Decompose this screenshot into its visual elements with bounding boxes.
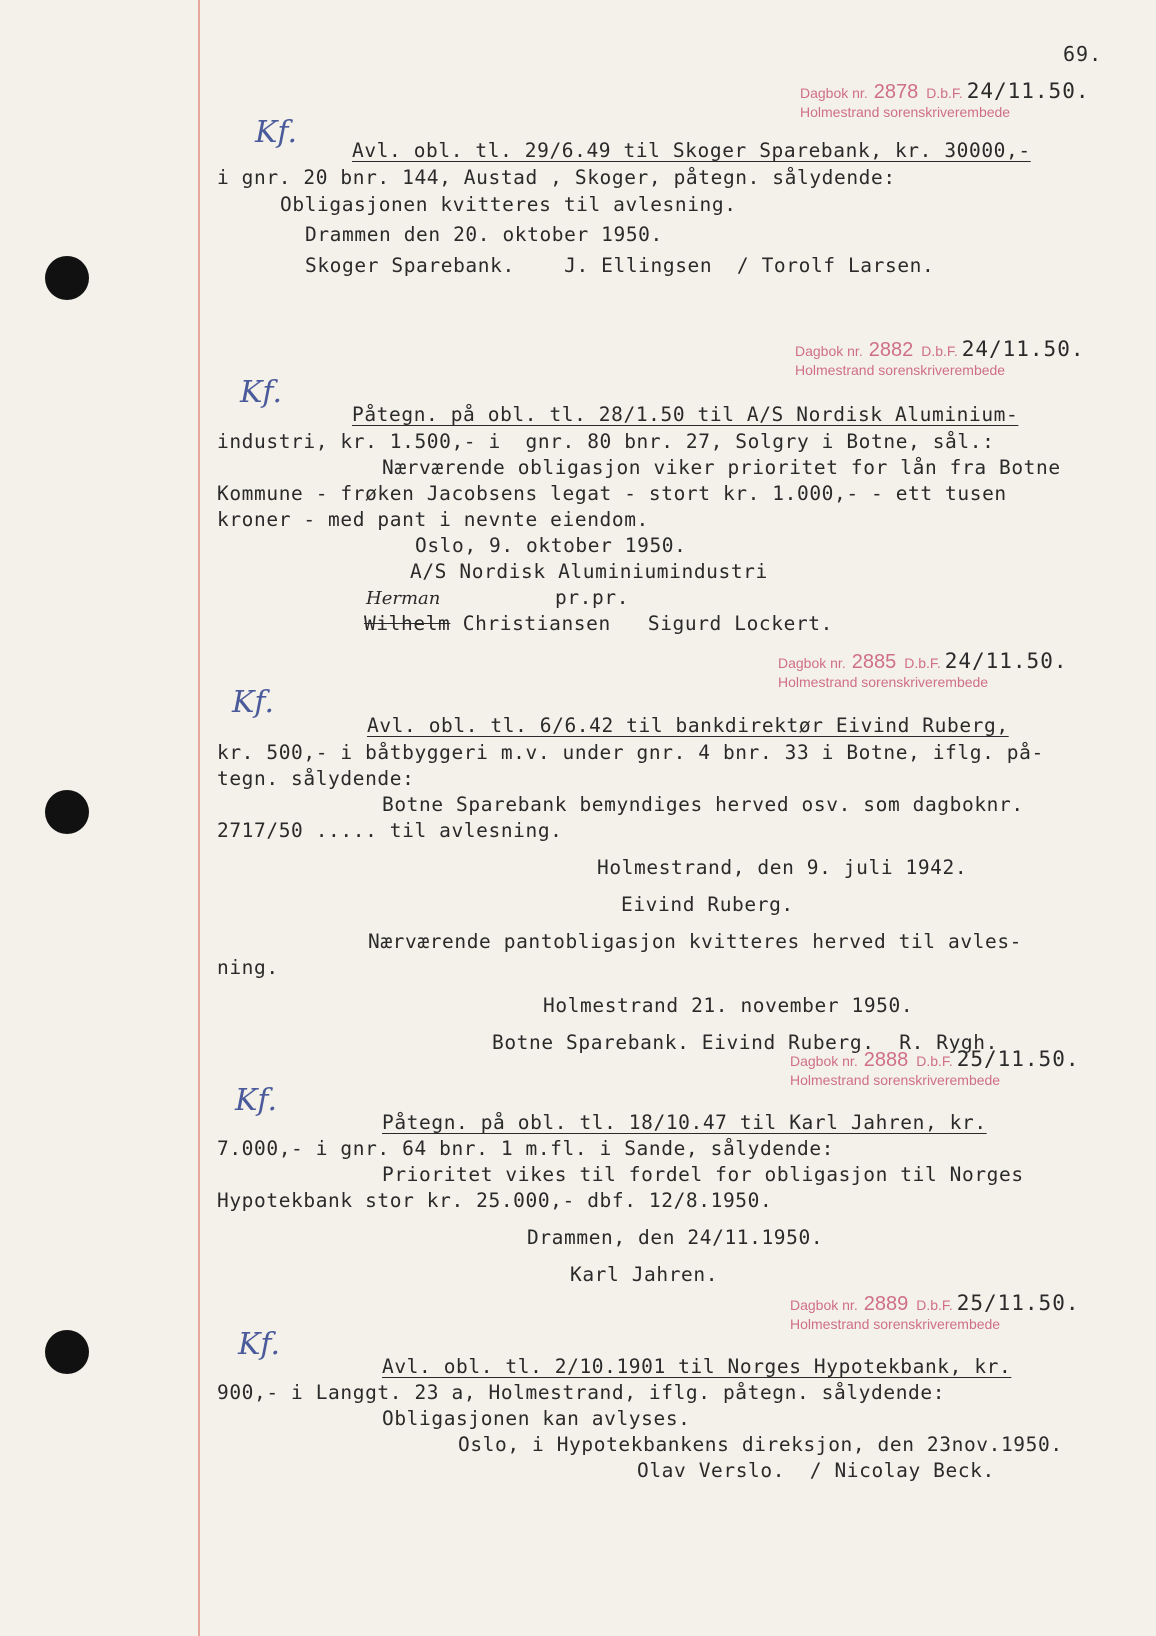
entry-line: pr.pr. — [555, 586, 630, 609]
entry-line: A/S Nordisk Aluminiumindustri — [410, 560, 768, 583]
handwritten-correction: Herman — [366, 588, 441, 609]
entry-heading: Avl. obl. tl. 2/10.1901 til Norges Hypotekbank, kr. — [382, 1355, 1012, 1378]
entry-line: Skoger Sparebank. J. Ellingsen / Torolf Larsen. — [305, 254, 935, 277]
dagbok-stamp: Dagbok nr. 2889 D.b.F. 25/11.50. Holmestrand sorenskriverembede — [790, 1291, 1080, 1333]
entry-line: Olav Verslo. / Nicolay Beck. — [637, 1459, 995, 1482]
punch-hole — [45, 790, 89, 834]
margin-mark: Kf. — [232, 685, 274, 720]
entry-line: Oslo, 9. oktober 1950. — [415, 534, 687, 557]
margin-mark: Kf. — [235, 1083, 277, 1118]
entry-line: tegn. sålydende: — [217, 767, 415, 790]
dagbok-stamp: Dagbok nr. 2888 D.b.F. 25/11.50. Holmestrand sorenskriverembede — [790, 1047, 1080, 1089]
margin-mark: Kf. — [240, 375, 282, 410]
entry-line: 2717/50 ..... til avlesning. — [217, 819, 563, 842]
entry-line: Obligasjonen kan avlyses. — [382, 1407, 691, 1430]
entry-line: Holmestrand, den 9. juli 1942. — [597, 856, 968, 879]
punch-hole — [45, 1330, 89, 1374]
entry-line: Prioritet vikes til fordel for obligasjon til Norges — [382, 1163, 1024, 1186]
entry-heading: Påtegn. på obl. tl. 28/1.50 til A/S Nordisk Aluminium- — [352, 403, 1019, 426]
entry-line: 7.000,- i gnr. 64 bnr. 1 m.fl. i Sande, sålydende: — [217, 1137, 834, 1160]
entry-line: Botne Sparebank. Eivind Ruberg. R. Rygh. — [492, 1031, 998, 1054]
dagbok-stamp: Dagbok nr. 2878 D.b.F. 24/11.50. Holmestrand sorenskriverembede — [800, 79, 1090, 121]
page-number: 69. — [1063, 42, 1103, 66]
entry-line: Obligasjonen kvitteres til avlesning. — [280, 193, 737, 216]
margin-rule — [198, 0, 200, 1636]
dagbok-stamp: Dagbok nr. 2885 D.b.F. 24/11.50. Holmestrand sorenskriverembede — [778, 649, 1068, 691]
margin-mark: Kf. — [238, 1327, 280, 1362]
entry-line: Drammen, den 24/11.1950. — [527, 1226, 824, 1249]
entry-line: Eivind Ruberg. — [621, 893, 794, 916]
punch-hole — [45, 256, 89, 300]
entry-line: 900,- i Langgt. 23 a, Holmestrand, iflg. påtegn. sålydende: — [217, 1381, 946, 1404]
entry-line: Nærværende obligasjon viker prioritet for lån fra Botne — [382, 456, 1061, 479]
entry-line: Kommune - frøken Jacobsens legat - stort kr. 1.000,- - ett tusen — [217, 482, 1007, 505]
entry-line: ning. — [217, 956, 279, 979]
entry-line: kr. 500,- i båtbyggeri m.v. under gnr. 4 bnr. 33 i Botne, iflg. på- — [217, 741, 1044, 764]
entry-line: Drammen den 20. oktober 1950. — [305, 223, 663, 246]
dagbok-stamp: Dagbok nr. 2882 D.b.F. 24/11.50. Holmestrand sorenskriverembede — [795, 337, 1085, 379]
entry-line: industri, kr. 1.500,- i gnr. 80 bnr. 27, Solgry i Botne, sål.: — [217, 430, 995, 453]
entry-line: kroner - med pant i nevnte eiendom. — [217, 508, 649, 531]
entry-heading: Avl. obl. tl. 29/6.49 til Skoger Sparebank, kr. 30000,- — [352, 139, 1031, 162]
entry-heading: Avl. obl. tl. 6/6.42 til bankdirektør Eivind Ruberg, — [367, 714, 1009, 737]
margin-mark: Kf. — [255, 115, 297, 150]
entry-line: Oslo, i Hypotekbankens direksjon, den 23nov.1950. — [458, 1433, 1063, 1456]
signature-line: Wilhelm Christiansen Sigurd Lockert. — [364, 612, 833, 635]
entry-heading: Påtegn. på obl. tl. 18/10.47 til Karl Jahren, kr. — [382, 1111, 987, 1134]
entry-line: Karl Jahren. — [570, 1263, 719, 1286]
entry-line: i gnr. 20 bnr. 144, Austad , Skoger, påtegn. sålydende: — [217, 166, 896, 189]
entry-line: Botne Sparebank bemyndiges herved osv. som dagboknr. — [382, 793, 1024, 816]
entry-line: Holmestrand 21. november 1950. — [543, 994, 914, 1017]
entry-line: Nærværende pantobligasjon kvitteres herved til avles- — [368, 930, 1023, 953]
entry-line: Hypotekbank stor kr. 25.000,- dbf. 12/8.1950. — [217, 1189, 773, 1212]
